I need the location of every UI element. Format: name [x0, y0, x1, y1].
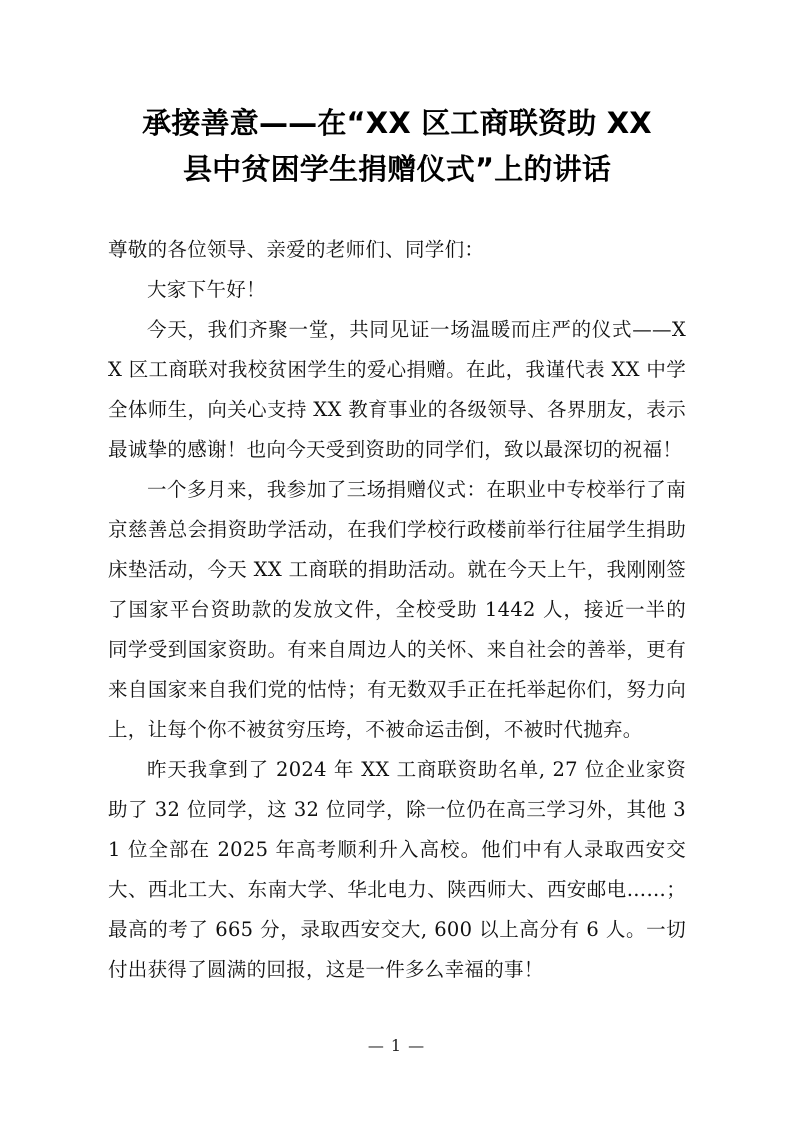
page-title-line-1: 承接善意——在“XX 区工商联资助 XX — [142, 106, 652, 140]
page-title-line-2: 县中贫困学生捐赠仪式”上的讲话 — [182, 152, 612, 186]
paragraph-results: 昨天我拿到了 2024 年 XX 工商联资助名单, 27 位企业家资助了 32 位同学，这 32 位同学，除一位仍在高三学习外，其他 31 位全部在 2025 年高考顺利升入高校。他们中有人录取西安交大、西北工大、东南大学、华北电力、陕西师大、西安邮电……；最高的考了 665 分，录取西安交大, 600 以上高分有 6 人。一切付出获得了圆满的回报，这是一件多么幸福的事！ — [108, 758, 686, 981]
document-content — [108, 100, 686, 990]
paragraph-thanks: 今天，我们齐聚一堂，共同见证一场温暖而庄严的仪式——XX 区工商联对我校贫困学生的爱心捐赠。在此，我谨代表 XX 中学全体师生，向关心支持 XX 教育事业的各级领导、各界朋友，表示最诚挚的感谢！也向今天受到资助的同学们，致以最深切的祝福！ — [108, 318, 686, 461]
page-number-footer: — 1 — — [367, 1036, 426, 1055]
page-title — [108, 100, 686, 192]
paragraph-ceremonies: 一个多月来，我参加了三场捐赠仪式：在职业中专校举行了南京慈善总会捐资助学活动，在我们学校行政楼前举行往届学生捐助床垫活动，今天 XX 工商联的捐助活动。就在今天上午，我刚刚签了国家平台资助款的发放文件，全校受助 1442 人，接近一半的同学受到国家资助。有来自周边人的关怀、来自社会的善举，更有来自国家来自我们党的怙恃；有无数双手正在托举起你们，努力向上，让每个你不被贫穷压垮，不被命运击倒，不被时代抛弃。 — [108, 478, 686, 741]
document-body — [108, 230, 686, 990]
paragraph-salutation: 尊敬的各位领导、亲爱的老师们、同学们： — [108, 238, 485, 261]
paragraph-greeting: 大家下午好！ — [147, 278, 266, 301]
